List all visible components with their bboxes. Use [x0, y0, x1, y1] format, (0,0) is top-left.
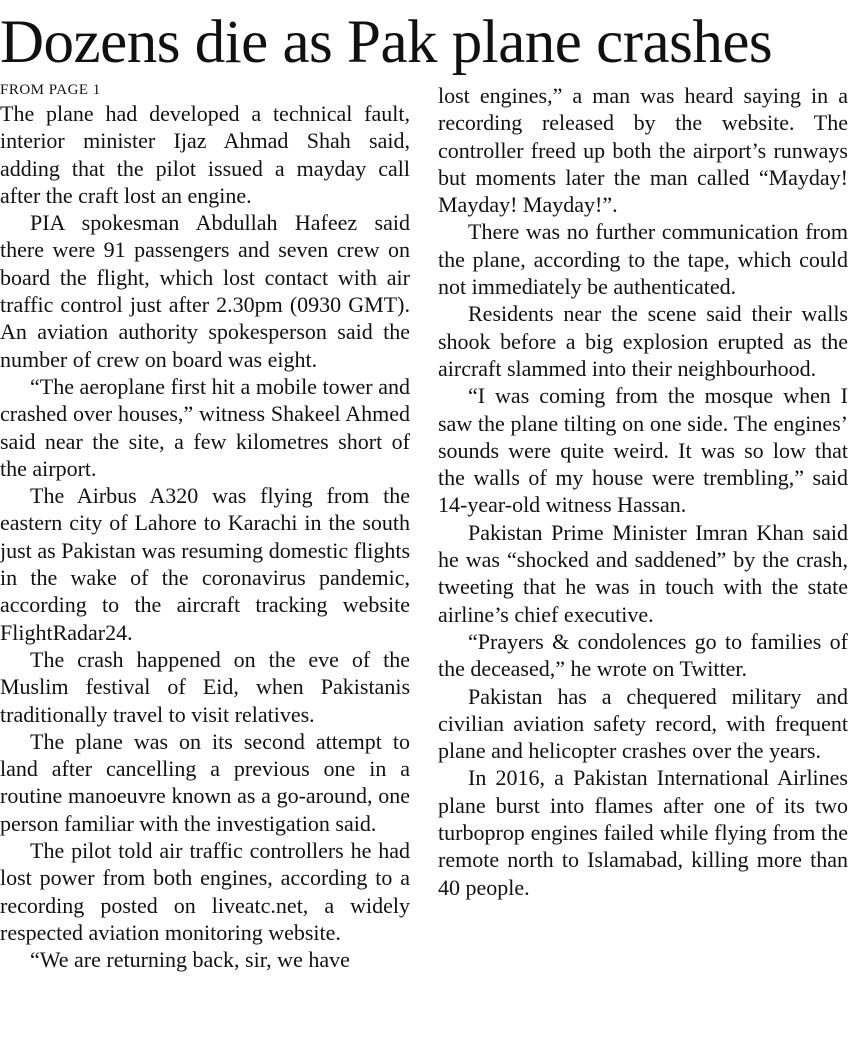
paragraph: “Prayers & condolences go to families of the deceased,” he wrote on Twitter. [438, 628, 848, 682]
article-column-left [0, 80, 410, 974]
paragraph: The plane was on its second attempt to land after cancelling a previous one in a routine manoeuvre known as a go-around, one person familiar with the investigation said. [0, 728, 410, 836]
paragraph: “The aeroplane first hit a mobile tower and crashed over houses,” witness Shakeel Ahmed said near the site, a few kilometres short of the airport. [0, 373, 410, 481]
paragraph: The crash happened on the eve of the Muslim festival of Eid, when Pakistanis traditionally travel to visit relatives. [0, 646, 410, 727]
paragraph: “We are returning back, sir, we have [30, 947, 350, 973]
continuation-kicker: FROM PAGE 1 [0, 82, 101, 98]
paragraph: Pakistan has a chequered military and civilian aviation safety record, with frequent plane and helicopter crashes over the years. [438, 683, 848, 764]
paragraph: PIA spokesman Abdullah Hafeez said there were 91 passengers and seven crew on board the flight, which lost contact with air traffic control just after 2.30pm (0930 GMT). An aviation authority spokesperson said the number of crew on board was eight. [0, 210, 410, 372]
paragraph: There was no further communication from the plane, according to the tape, which could not immediately be authenticated. [438, 219, 848, 300]
paragraph: The pilot told air traffic controllers he had lost power from both engines, according to a recording posted on liveatc.net, a widely respected aviation monitoring website. [0, 838, 410, 945]
headline: Dozens die as Pak plane crashes [0, 9, 773, 76]
paragraph: The plane had developed a technical fault, interior minister Ijaz Ahmad Shah said, adding that the pilot issued a mayday call after the craft lost an engine. [0, 101, 410, 208]
paragraph: “I was coming from the mosque when I saw the plane tilting on one side. The engines’ sounds were quite weird. It was so low that the walls of my house were trembling,” said 14-year-old witness Hassan. [438, 383, 848, 518]
paragraph: lost engines,” a man was heard saying in a recording released by the website. The controller freed up both the airport’s runways but moments later the man called “Mayday! Mayday! Mayday!”. [438, 83, 848, 218]
paragraph: Pakistan Prime Minister Imran Khan said he was “shocked and saddened” by the crash, tweeting that he was in touch with the state airline’s chief executive. [438, 519, 848, 627]
article-column-right [438, 82, 848, 901]
paragraph: Residents near the scene said their walls shook before a big explosion erupted as the aircraft slammed into their neighbourhood. [438, 301, 848, 381]
paragraph: In 2016, a Pakistan International Airlines plane burst into flames after one of its two turboprop engines failed while flying from the remote north to Islamabad, killing more than 40 people. [438, 765, 848, 900]
paragraph: The Airbus A320 was flying from the eastern city of Lahore to Karachi in the south just as Pakistan was resuming domestic flights in the wake of the coronavirus pandemic, according to the aircraft tracking website FlightRadar24. [0, 483, 410, 645]
